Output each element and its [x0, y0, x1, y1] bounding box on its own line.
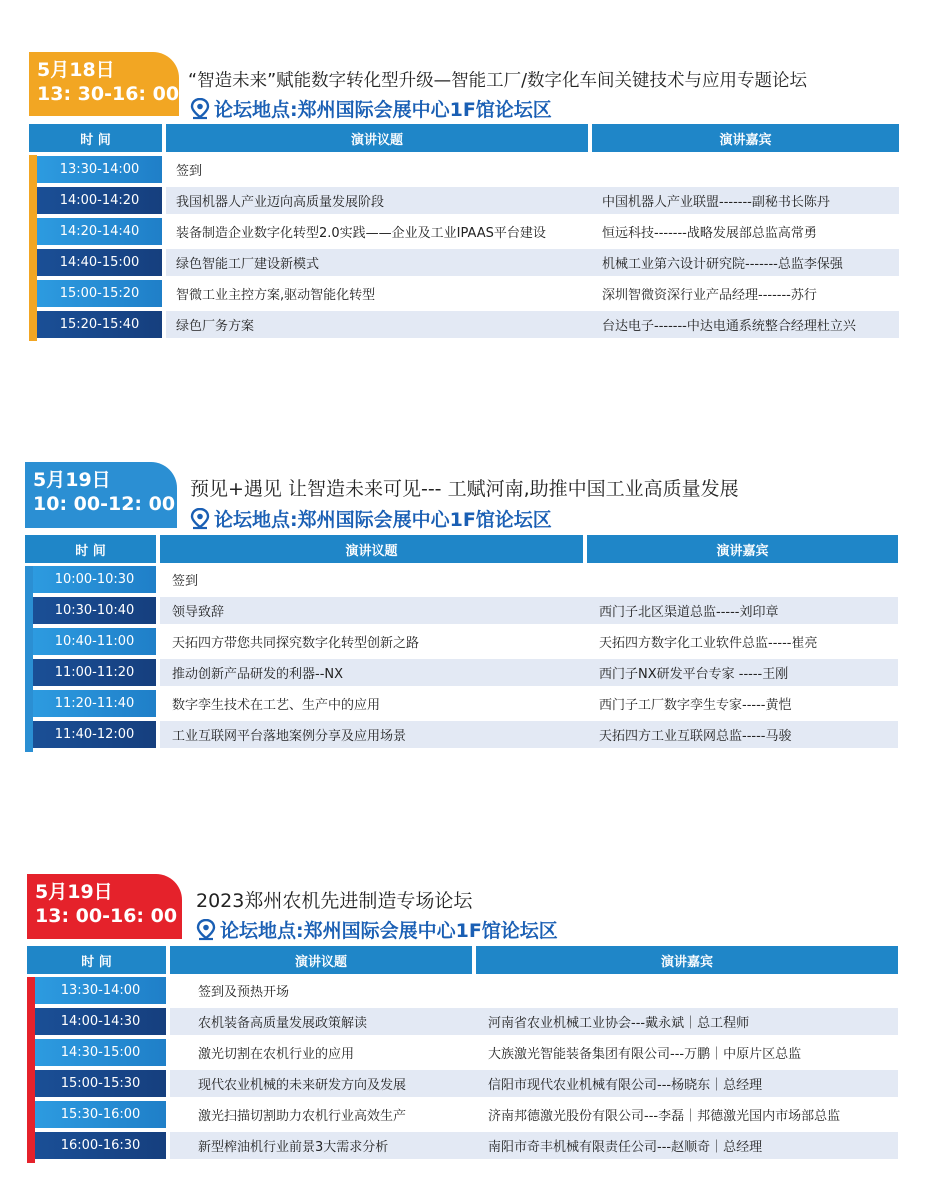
table-row [0, 1070, 933, 1097]
table-row [0, 187, 933, 214]
row-time: 13:30-14:00 [37, 156, 162, 183]
row-speaker: 深圳智微资深行业产品经理-------苏行 [602, 288, 817, 303]
row-speaker: 天拓四方数字化工业软件总监-----崔亮 [599, 636, 818, 651]
row-topic: 新型榨油机行业前景3大需求分析 [198, 1140, 389, 1155]
row-speaker [602, 156, 899, 183]
row-time: 14:20-14:40 [37, 218, 162, 245]
session-1-header-time: 时 间 [29, 124, 162, 152]
row-topic: 绿色智能工厂建设新模式 [176, 257, 320, 272]
table-row [0, 690, 933, 717]
row-speaker: 台达电子-------中达电通系统整合经理杜立兴 [602, 319, 856, 334]
row-time: 13:30-14:00 [35, 977, 166, 1004]
table-row [0, 1039, 933, 1066]
session-3-header-time: 时 间 [27, 946, 166, 974]
table-row [0, 977, 933, 1004]
table-row [0, 1101, 933, 1128]
row-time: 14:40-15:00 [37, 249, 162, 276]
row-speaker: 天拓四方工业互联网总监-----马骏 [599, 729, 792, 744]
session-2-header-time: 时 间 [25, 535, 156, 563]
table-row [0, 597, 933, 624]
session-2-venue [190, 505, 552, 532]
session-1-venue-text: 论坛地点:郑州国际会展中心1F馆论坛区 [214, 99, 552, 121]
row-time: 15:30-16:00 [35, 1101, 166, 1128]
session-2-venue-text: 论坛地点:郑州国际会展中心1F馆论坛区 [214, 509, 552, 531]
row-time: 11:00-11:20 [33, 659, 156, 686]
row-speaker: 中国机器人产业联盟-------副秘书长陈丹 [602, 195, 830, 210]
location-pin-icon [196, 919, 216, 941]
table-row [0, 156, 933, 183]
table-row [0, 280, 933, 307]
table-row [0, 659, 933, 686]
session-1-header-speaker: 演讲嘉宾 [592, 124, 899, 152]
session-2-title: 预见+遇见 让智造未来可见--- 工赋河南,助推中国工业高质量发展 [190, 478, 739, 500]
row-speaker: 大族激光智能装备集团有限公司---万鹏｜中原片区总监 [488, 1047, 802, 1062]
table-row [0, 218, 933, 245]
row-topic: 签到及预热开场 [198, 985, 290, 1000]
table-row [0, 249, 933, 276]
table-row [0, 1008, 933, 1035]
row-speaker [599, 566, 898, 593]
session-3-title: 2023郑州农机先进制造专场论坛 [196, 890, 473, 912]
session-1-title: “智造未来”赋能数字转化型升级—智能工厂/数字化车间关键技术与应用专题论坛 [188, 71, 808, 91]
session-2-header-speaker: 演讲嘉宾 [587, 535, 898, 563]
row-speaker [488, 977, 898, 1004]
row-time: 15:00-15:20 [37, 280, 162, 307]
table-row [0, 721, 933, 748]
row-time: 15:00-15:30 [35, 1070, 166, 1097]
session-2-header-topic: 演讲议题 [160, 535, 583, 563]
session-1-header-topic: 演讲议题 [166, 124, 588, 152]
location-pin-icon [190, 98, 210, 120]
row-topic: 农机装备高质量发展政策解读 [198, 1016, 368, 1031]
row-time: 10:00-10:30 [33, 566, 156, 593]
row-topic: 装备制造企业数字化转型2.0实践——企业及工业IPAAS平台建设 [176, 226, 546, 241]
row-topic: 工业互联网平台落地案例分享及应用场景 [172, 729, 407, 744]
session-1-venue [190, 95, 552, 122]
row-speaker: 信阳市现代农业机械有限公司---杨晓东｜总经理 [488, 1078, 763, 1093]
table-row [0, 566, 933, 593]
row-speaker: 南阳市奇丰机械有限责任公司---赵顺奇｜总经理 [488, 1140, 763, 1155]
session-3-date: 5月19日 [35, 881, 113, 903]
session-3-time: 13: 00-16: 00 [35, 905, 178, 927]
session-1-date: 5月18日 [37, 59, 115, 81]
row-topic: 激光扫描切割助力农机行业高效生产 [198, 1109, 407, 1124]
row-time: 14:30-15:00 [35, 1039, 166, 1066]
row-speaker: 西门子工厂数字孪生专家-----黄恺 [599, 698, 792, 713]
row-topic: 我国机器人产业迈向高质量发展阶段 [176, 195, 385, 210]
session-3-datebox [27, 874, 182, 939]
row-topic: 签到 [172, 574, 199, 589]
session-3-header-topic: 演讲议题 [170, 946, 472, 974]
row-topic: 数字孪生技术在工艺、生产中的应用 [172, 698, 381, 713]
row-topic: 激光切割在农机行业的应用 [198, 1047, 355, 1062]
row-topic: 天拓四方带您共同探究数字化转型创新之路 [172, 636, 420, 651]
row-speaker: 西门子北区渠道总监-----刘印章 [599, 605, 779, 620]
table-row [0, 628, 933, 655]
location-pin-icon [190, 508, 210, 530]
row-topic: 智微工业主控方案,驱动智能化转型 [176, 288, 376, 303]
session-2-date: 5月19日 [33, 469, 111, 491]
row-time: 14:00-14:20 [37, 187, 162, 214]
session-1-datebox [29, 52, 179, 116]
row-time: 11:40-12:00 [33, 721, 156, 748]
row-speaker: 济南邦德激光股份有限公司---李磊｜邦德激光国内市场部总监 [488, 1109, 841, 1124]
row-time: 10:30-10:40 [33, 597, 156, 624]
session-3-venue [196, 916, 558, 943]
row-time: 16:00-16:30 [35, 1132, 166, 1159]
row-speaker: 机械工业第六设计研究院-------总监李保强 [602, 257, 843, 272]
row-topic: 领导致辞 [172, 605, 225, 620]
table-row [0, 1132, 933, 1159]
row-topic: 推动创新产品研发的利器--NX [172, 667, 344, 682]
row-topic: 签到 [176, 164, 203, 179]
row-time: 11:20-11:40 [33, 690, 156, 717]
row-topic: 绿色厂务方案 [176, 319, 255, 334]
session-1-time: 13: 30-16: 00 [37, 83, 180, 105]
row-speaker: 西门子NX研发平台专家 -----王刚 [599, 667, 789, 682]
row-time: 14:00-14:30 [35, 1008, 166, 1035]
table-row [0, 311, 933, 338]
row-speaker: 河南省农业机械工业协会---戴永斌｜总工程师 [488, 1016, 750, 1031]
session-3-header-speaker: 演讲嘉宾 [476, 946, 898, 974]
session-3-venue-text: 论坛地点:郑州国际会展中心1F馆论坛区 [220, 920, 558, 942]
row-topic: 现代农业机械的未来研发方向及发展 [198, 1078, 407, 1093]
session-2-time: 10: 00-12: 00 [33, 493, 176, 515]
row-speaker: 恒远科技-------战略发展部总监高常勇 [602, 226, 817, 241]
session-2-datebox [25, 462, 177, 528]
row-time: 10:40-11:00 [33, 628, 156, 655]
row-time: 15:20-15:40 [37, 311, 162, 338]
